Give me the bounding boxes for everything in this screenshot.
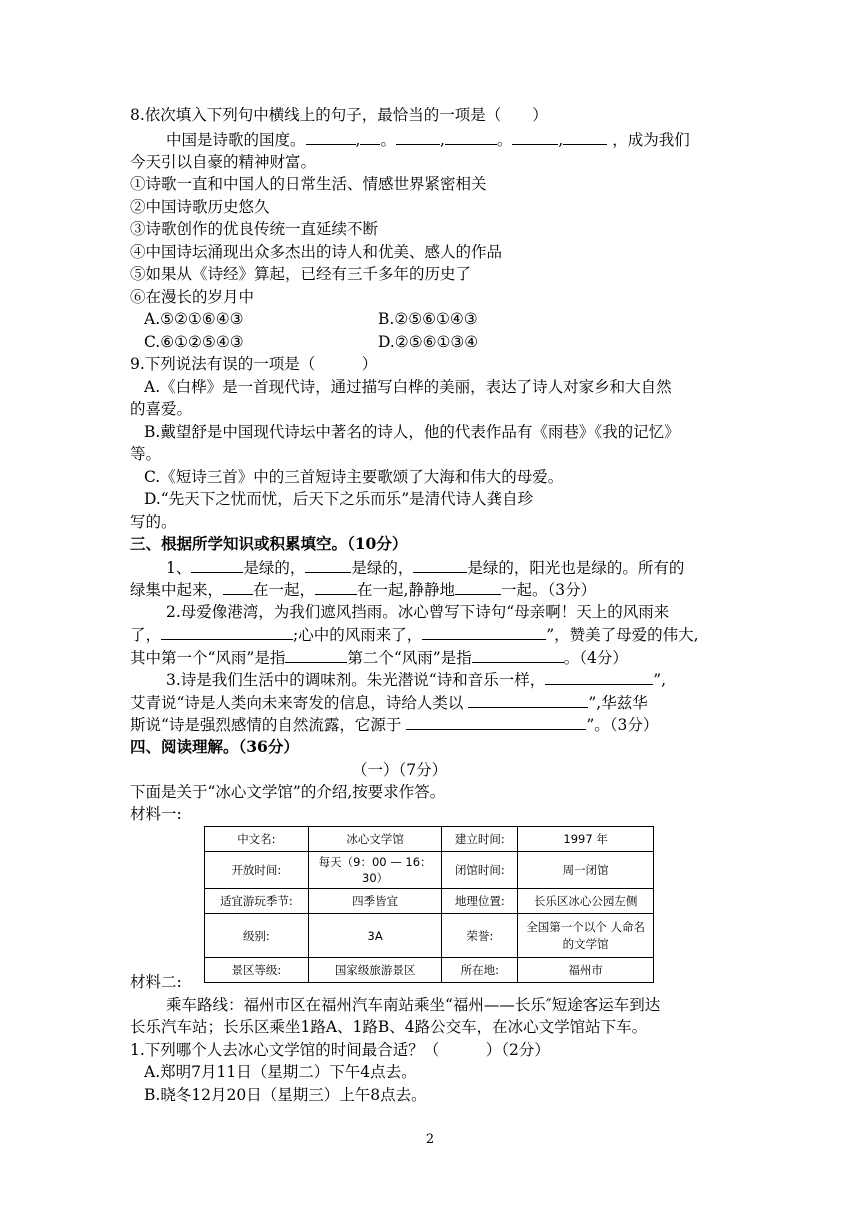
blank[interactable]	[468, 691, 588, 708]
blank[interactable]	[191, 556, 243, 573]
fill-text: 第二个“风雨”是指	[347, 649, 472, 667]
table-row	[205, 958, 654, 983]
fill-text: ;心中的风雨来了，	[293, 626, 423, 644]
q8-item: ④中国诗坛涌现出众多杰出的诗人和优美、感人的作品	[130, 243, 503, 261]
table-cell: 长乐区冰心公园左侧	[518, 889, 654, 914]
q9-option-d-cont: 写的。	[130, 513, 177, 531]
fill-text: ”，赞美了母爱的伟大,	[546, 626, 699, 644]
blank[interactable]	[406, 713, 586, 730]
fill-1-number: 1、	[166, 559, 192, 577]
q9-option-b-cont: 等。	[130, 445, 162, 463]
section-3-title: 三、根据所学知识或积累填空。（10分）	[130, 534, 408, 553]
fill-3-line-2	[130, 691, 648, 714]
table-cell: 闭馆时间:	[442, 852, 518, 889]
blank[interactable]	[422, 623, 546, 640]
page-number: 2	[425, 1132, 435, 1147]
table-cell: 全国第一个以个 人命名的文学馆	[518, 914, 654, 958]
q9-option-d[interactable]: D.“先天下之忧而忧，后天下之乐而乐”是清代诗人龚自珍	[144, 490, 534, 508]
route-line-2: 长乐汽车站；长乐区乘坐1路A、1路B、4路公交车，在冰心文学馆站下车。	[130, 1018, 648, 1036]
table-cell: 级别:	[205, 914, 309, 958]
q9-option-a[interactable]: A.《白桦》是一首现代诗，通过描写白桦的美丽，表达了诗人对家乡和大自然	[144, 378, 672, 396]
blank[interactable]	[396, 128, 440, 145]
q8-item: ①诗歌一直和中国人的日常生活、情感世界紧密相关	[130, 175, 487, 193]
table-cell: 冰心文学馆	[308, 827, 442, 852]
table-cell: 每天（9：00 — 16：30）	[308, 852, 442, 889]
table-cell: 3A	[308, 914, 442, 958]
fill-1-line-2	[130, 578, 596, 601]
section-4-title: 四、阅读理解。（36分）	[130, 737, 299, 756]
table-cell: 开放时间:	[205, 852, 309, 889]
table-row	[205, 827, 654, 852]
material-2-label: 材料二:	[130, 973, 182, 991]
table-cell: 国家级旅游景区	[308, 958, 442, 983]
q8-stem: 8.依次填入下列句中横线上的句子，最恰当的一项是（ ）	[130, 106, 548, 124]
q9-option-c[interactable]: C.《短诗三首》中的三首短诗主要歌颂了大海和伟大的母爱。	[144, 468, 564, 486]
reading-q1-option-a[interactable]: A.郑明7月11日（星期二）下午4点去。	[144, 1063, 417, 1081]
blank[interactable]	[285, 646, 347, 663]
blank[interactable]	[315, 578, 357, 595]
info-table	[204, 826, 654, 983]
q8-item: ⑤如果从《诗经》算起，已经有三千多年的历史了	[130, 265, 472, 283]
fill-text: 绿集中起来，	[130, 581, 224, 599]
fill-1-line-1	[166, 556, 684, 579]
q8-item: ②中国诗歌历史悠久	[130, 198, 270, 216]
fill-text: 在一起,静静地	[357, 581, 455, 599]
table-cell: 周一闭馆	[518, 852, 654, 889]
blank[interactable]	[360, 128, 380, 145]
blank[interactable]	[223, 578, 253, 595]
fill-2-line-3	[130, 646, 628, 669]
fill-text: 其中第一个“风雨”是指	[130, 649, 286, 667]
subsection-title: （一）（7分）	[352, 761, 448, 779]
q8-sentence-c: 今天引以自豪的精神财富。	[130, 153, 317, 171]
blank[interactable]	[512, 128, 558, 145]
fill-2-line-2	[130, 623, 699, 646]
table-cell: 适宜游玩季节:	[205, 889, 309, 914]
fill-text: 。（4分）	[563, 649, 628, 667]
q8-option-c[interactable]: C.⑥①②⑤④③	[144, 333, 244, 351]
blank[interactable]	[545, 668, 653, 685]
table-row	[205, 889, 654, 914]
table-cell: 四季皆宜	[308, 889, 442, 914]
reading-intro: 下面是关于“冰心文学馆”的介绍,按要求作答。	[130, 783, 446, 801]
blank[interactable]	[445, 128, 497, 145]
q8-sentence-b: ，成为我们	[612, 131, 690, 149]
table-cell: 所在地:	[442, 958, 518, 983]
fill-text: 是绿的，	[243, 559, 306, 577]
fill-text: 在一起，	[253, 581, 316, 599]
route-line-1: 乘车路线：福州市区在福州汽车南站乘坐“福州——长乐″短途客运车到达	[166, 996, 661, 1014]
q8-item: ⑥在漫长的岁月中	[130, 288, 255, 306]
table-cell: 建立时间:	[442, 827, 518, 852]
blank[interactable]	[455, 578, 501, 595]
q9-option-b[interactable]: B.戴望舒是中国现代诗坛中著名的诗人，他的代表作品有《雨巷》《我的记忆》	[144, 423, 680, 441]
q8-option-d[interactable]: D.②⑤⑥①③④	[378, 333, 479, 351]
fill-text: 艾青说“诗是人类向未来寄发的信息，诗给人类以	[130, 694, 464, 712]
table-row	[205, 914, 654, 958]
fill-2-line-1: 2.母爱像港湾，为我们遮风挡雨。冰心曾写下诗句“母亲啊！天上的风雨来	[166, 603, 670, 621]
fill-text: 3.诗是我们生活中的调味剂。朱光潜说“诗和音乐一样，	[166, 671, 546, 689]
fill-text: 是绿的，	[351, 559, 414, 577]
blank[interactable]	[306, 128, 356, 145]
q9-stem: 9.下列说法有误的一项是（ ）	[130, 355, 378, 373]
blank[interactable]	[161, 623, 293, 640]
fill-3-line-3	[130, 713, 658, 736]
reading-q1-option-b[interactable]: B.晓冬12月20日（星期三）上午8点去。	[144, 1086, 427, 1104]
reading-q1-stem: 1.下列哪个人去冰心文学馆的时间最合适？（ ）（2分）	[130, 1041, 550, 1059]
q8-item: ③诗歌创作的优良传统一直延续不断	[130, 220, 379, 238]
blank[interactable]	[472, 646, 564, 663]
q8-option-a[interactable]: A.⑤②①⑥④③	[144, 310, 244, 328]
material-1-label: 材料一:	[130, 805, 182, 823]
table-row	[205, 852, 654, 889]
table-cell: 荣誉:	[442, 914, 518, 958]
q9-option-a-cont: 的喜爱。	[130, 400, 193, 418]
blank[interactable]	[305, 556, 351, 573]
fill-text: ”,华兹华	[588, 694, 648, 712]
table-cell: 景区等级:	[205, 958, 309, 983]
table-cell: 福州市	[518, 958, 654, 983]
q8-sentence: 中国是诗歌的国度。 , 。 , 。 , ，成为我们	[166, 128, 690, 151]
blank[interactable]	[413, 556, 467, 573]
table-cell: 地理位置:	[442, 889, 518, 914]
table-cell: 中文名:	[205, 827, 309, 852]
fill-text: ”,	[653, 671, 667, 689]
fill-text: 斯说“诗是强烈感情的自然流露，它源于	[130, 716, 402, 734]
fill-3-line-1	[166, 668, 666, 691]
q8-sentence-a: 中国是诗歌的国度。	[166, 131, 306, 149]
fill-text: 一起。（3分）	[500, 581, 597, 599]
fill-text: 了，	[130, 626, 162, 644]
table-cell: 1997 年	[518, 827, 654, 852]
q8-option-b[interactable]: B.②⑤⑥①④③	[378, 310, 478, 328]
fill-text: ”。（3分）	[586, 716, 659, 734]
blank[interactable]	[563, 128, 607, 145]
fill-text: 是绿的，阳光也是绿的。所有的	[467, 559, 685, 577]
